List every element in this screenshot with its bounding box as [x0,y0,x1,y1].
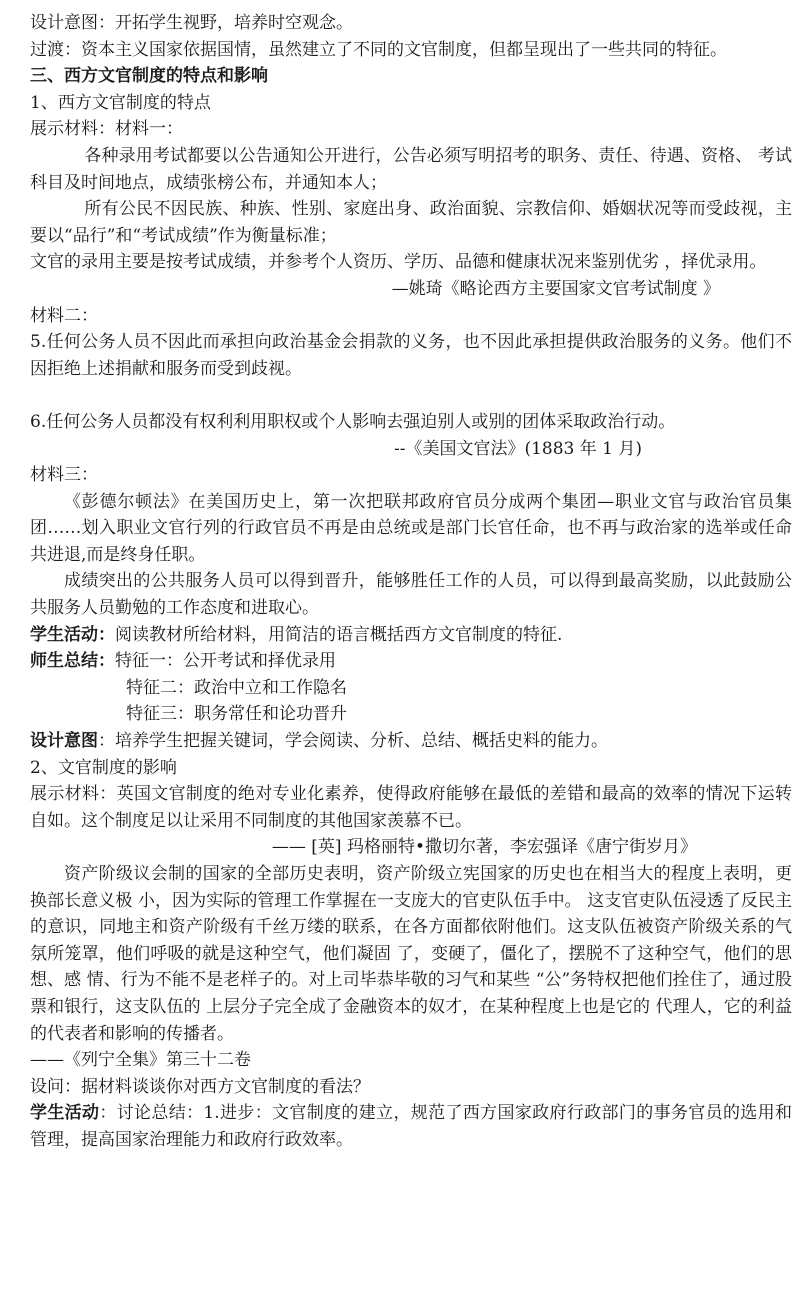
show-material-2: 展示材料：英国文官制度的绝对专业化素养，使得政府能够在最低的差错和最高的效率的情况下运转自如。这个制度足以让采用不同制度的其他国家羡慕不已。 [30,784,792,831]
material-1-paragraph-1: 各种录用考试都要以公告通知公开进行，公告必须写明招考的职务、责任、待遇、资格、 考试科目及时间地点，成绩张榜公布，并通知本人； [30,145,792,193]
material-3-paragraph-1: 《彭德尔顿法》在美国历史上，第一次把联邦政府官员分成两个集团—职业文官与政治官员集团……划入职业文官行列的行政官员不再是由总统或是部门长官任命，也不再与政治家的选举或任命共进退,而是终身任职。 [30,491,792,565]
material-1-source: —姚琦《略论西方主要国家文官考试制度 》 [391,278,720,299]
feature-3: 特征三：职务常任和论功晋升 [126,704,347,725]
material-3-label: 材料三： [30,465,98,486]
student-activity-1 [30,622,792,649]
student-activity-1-text: 阅读教材所给材料，用简洁的语言概括西方文官制度的特征. [115,624,563,645]
material-2-label: 材料二： [30,305,98,326]
subheading-2: 2、文官制度的影响 [30,757,177,778]
student-activity-2-text: ：讨论总结：1.进步：文官制度的建立，规范了西方国家政府行政部门的事务官员的选用和管理，提高国家治理能力和政府行政效率。 [30,1103,792,1150]
show-material-2-source: —— [英] 玛格丽特•撒切尔著，李宏强译《唐宁街岁月》 [271,837,697,858]
question-line: 设问：据材料谈谈你对西方文官制度的看法？ [30,1076,370,1097]
summary-line [30,648,792,675]
design-intent-2 [30,728,792,755]
lenin-quote: 资产阶级议会制的国家的全部历史表明，资产阶级立宪国家的历史也在相当大的程度上表明，更换部长意义极 小，因为实际的管理工作掌握在一支庞大的官吏队伍手中。 这支官吏队伍浸透了反民主的意识，同地主和资产阶级有千丝万缕的联系，在各方面都依附他们。这支队伍被资产阶级关系的气氛所笼罩，他们呼吸的就是这种空气，他们凝固 了，变硬了，僵化了，摆脱不了这种空气，他们的思想、感 情、行为不能不是老样子的。对上司毕恭毕敬的习气和某些 “公”务特权把他们拴住了，通过股票和银行，这支队伍的 上层分子完全成了金融资本的奴才，在某种程度上也是它的 代理人，它的利益的代表者和影响的传播者。 [30,864,792,1044]
material-3-paragraph-2: 成绩突出的公共服务人员可以得到晋升，能够胜任工作的人员，可以得到最高奖励，以此鼓励公共服务人员勤勉的工作态度和进取心。 [30,571,792,619]
design-intent-2-text: ：培养学生把握关键词，学会阅读、分析、总结、概括史料的能力。 [98,731,608,752]
feature-2: 特征二：政治中立和工作隐名 [126,677,347,698]
material-1-paragraph-2: 所有公民不因民族、种族、性别、家庭出身、政治面貌、宗教信仰、婚姻状况等而受歧视，主要以“品行”和“考试成绩”作为衡量标准； [30,199,792,246]
student-activity-1-label: 学生活动： [30,624,115,645]
subheading-1: 1、西方文官制度的特点 [30,92,211,113]
design-intent-2-label: 设计意图 [30,731,98,752]
summary-label: 师生总结： [30,651,115,672]
student-activity-2 [30,1100,792,1153]
material-1-paragraph-3: 文官的录用主要是按考试成绩，并参考个人资历、学历、品德和健康状况来鉴别优劣 ，择优录用。 [30,252,767,273]
blank-line [30,382,792,409]
material-2-paragraph-2: 6.任何公务人员都没有权利利用职权或个人影响去强迫别人或别的团体采取政治行动。 [30,411,676,432]
design-intent-1: 设计意图：开拓学生视野，培养时空观念。 [30,13,353,33]
student-activity-2-label: 学生活动 [30,1103,100,1124]
show-material-1-label: 展示材料：材料一： [30,119,183,140]
material-2-source: --《美国文官法》(1883 年 1 月) [393,438,642,459]
section-heading-3: 三、西方文官制度的特点和影响 [30,66,268,87]
feature-1: 特征一：公开考试和择优录用 [115,651,336,672]
transition-line: 过渡：资本主义国家依据国情，虽然建立了不同的文官制度，但都呈现出了一些共同的特征。 [30,39,727,60]
lenin-source: ——《列宁全集》第三十二卷 [30,1050,251,1071]
material-2-paragraph-1: 5.任何公务人员不因此而承担向政治基金会捐款的义务，也不因此承担提供政治服务的义务。他们不因拒绝上述捐献和服务而受到歧视。 [30,332,792,379]
